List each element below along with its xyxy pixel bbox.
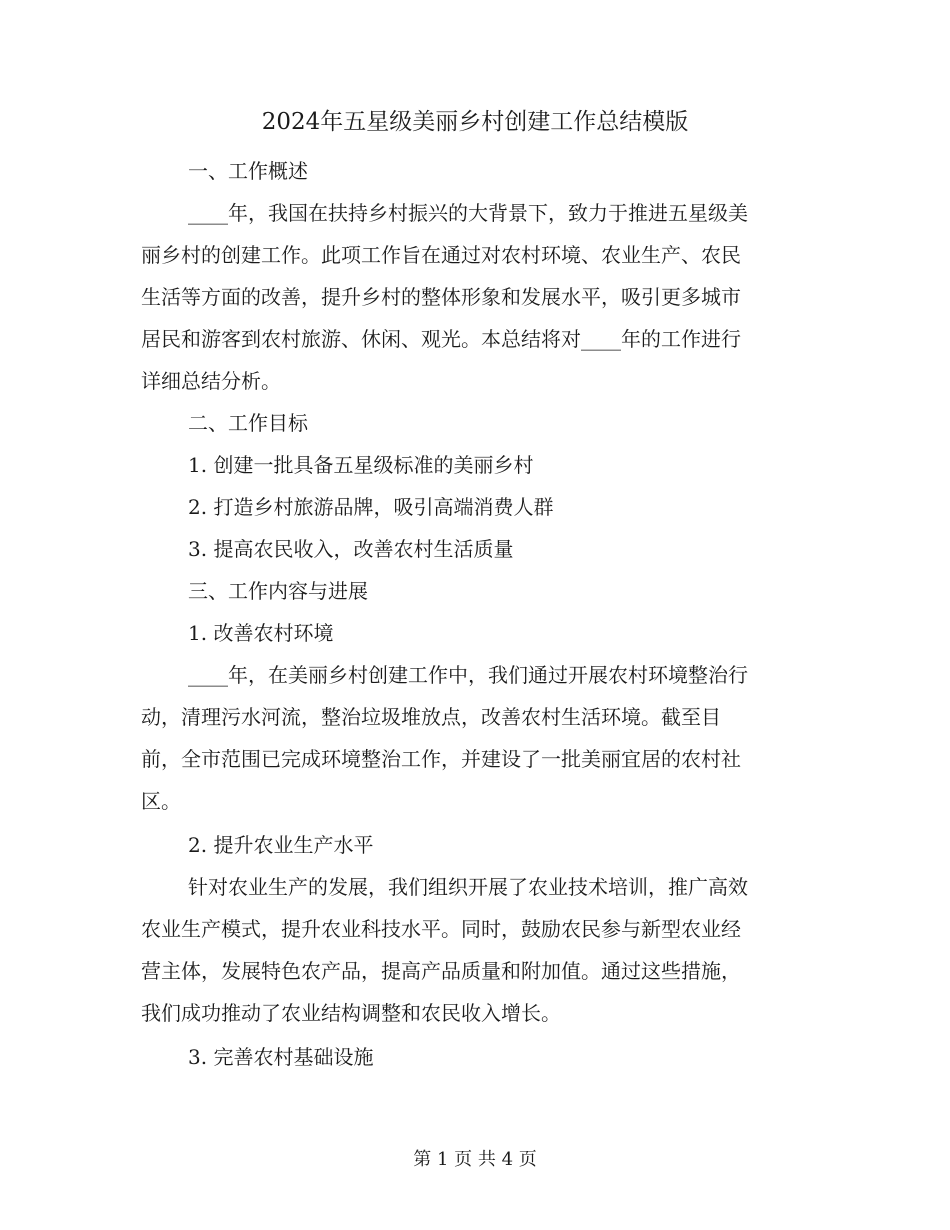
paragraph-line: 动，清理污水河流，整治垃圾堆放点，改善农村生活环境。截至目 [141,705,721,729]
footer-current-page: 1 [436,1149,449,1170]
paragraph-line: 营主体，发展特色农产品，提高产品质量和附加值。通过这些措施， [141,959,741,983]
footer-suffix: 页 [518,1149,537,1170]
paragraph-line: ____年，在美丽乡村创建工作中，我们通过开展农村环境整治行 [188,663,748,687]
list-item: 1. 创建一批具备五星级标准的美丽乡村 [188,453,534,477]
document-title: 2024年五星级美丽乡村创建工作总结模版 [261,109,689,135]
section-heading-overview: 一、工作概述 [188,159,308,183]
paragraph-line: ____年，我国在扶持乡村振兴的大背景下，致力于推进五星级美 [188,201,748,225]
subheading: 3. 完善农村基础设施 [188,1045,374,1069]
paragraph-line: 生活等方面的改善，提升乡村的整体形象和发展水平，吸引更多城市 [141,285,741,309]
paragraph-line: 针对农业生产的发展，我们组织开展了农业技术培训，推广高效 [188,875,748,899]
paragraph-line: 区。 [141,789,181,813]
subheading: 2. 提升农业生产水平 [188,833,374,857]
paragraph-line: 丽乡村的创建工作。此项工作旨在通过对农村环境、农业生产、农民 [141,243,741,267]
footer-total-pages: 4 [501,1149,514,1170]
list-item: 3. 提高农民收入，改善农村生活质量 [188,537,514,561]
paragraph-line: 前，全市范围已完成环境整治工作，并建设了一批美丽宜居的农村社 [141,747,741,771]
paragraph-line: 农业生产模式，提升农业科技水平。同时，鼓励农民参与新型农业经 [141,917,741,941]
subheading: 1. 改善农村环境 [188,621,334,645]
section-heading-goals: 二、工作目标 [188,411,308,435]
list-item: 2. 打造乡村旅游品牌，吸引高端消费人群 [188,495,554,519]
page-footer [0,1147,950,1173]
paragraph-line: 详细总结分析。 [141,369,281,393]
section-heading-progress: 三、工作内容与进展 [188,579,368,603]
paragraph-line: 我们成功推动了农业结构调整和农民收入增长。 [141,1001,561,1025]
footer-mid: 页 共 [454,1149,496,1170]
paragraph-line: 居民和游客到农村旅游、休闲、观光。本总结将对____年的工作进行 [141,327,741,351]
footer-prefix: 第 [413,1149,432,1170]
